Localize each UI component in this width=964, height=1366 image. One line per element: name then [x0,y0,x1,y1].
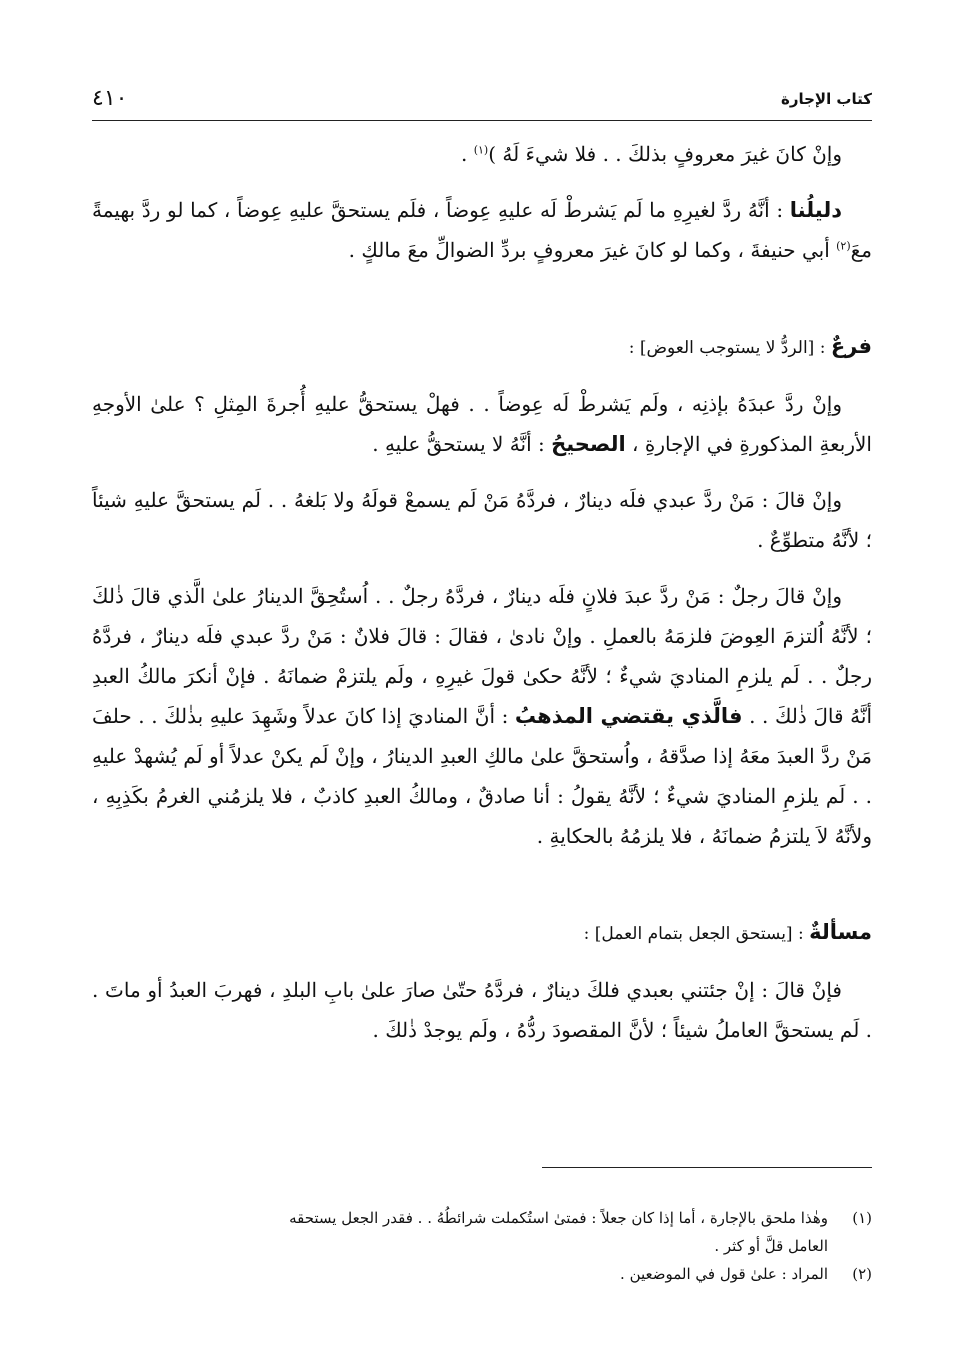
keyword-madhhab: فالَّذي يقتضي المذهبُ [514,704,743,728]
heading-label: فرعٌ [830,334,872,358]
heading-label: مسألةٌ [809,920,872,944]
footnotes [92,1204,872,1288]
heading-title: : [الردُّ لا يستوجب العوض] : [628,338,831,358]
paragraph-2: دليلُنا : أنَّهُ ردَّ لغيرِهِ ما لَم يَشرطْ لَه عليهِ عِوضاً ، فلَم يستحقَّ عليهِ عِوضاً ، كما لو ردَّ بهيمةً معَ$^{(٢)}$ أبي حنيفةَ ، وكما لو كانَ غيرَ معروفٍ بردِّ الضوالِّ معَ مالكٍ . [92,198,872,262]
keyword-sahih: الصحيحُ [551,432,626,456]
running-title: كتاب الإجارة [780,90,872,108]
footnote-2: (٢)المراد : علىٰ قول في الموضعين . [92,1260,872,1288]
keyword-daliluna: دليلُنا [789,198,842,222]
heading-title: : [يستحق الجعل بتمام العمل] : [583,924,810,944]
footnote-1: (١)وهٰذا ملحق بالإجارة ، أما إذا كان جعلاً : فمتىٰ استُكملت شرائطُهُ . . فقدر الجعل يستحقه [92,1204,872,1232]
paragraph-3: وإنْ ردَّ عبدَهُ بإذنِه ، ولَم يَشرطْ لَه عِوضاً . . فهلْ يستحقُّ عليهِ أُجرةَ المِثلِ ؟ علىٰ الأوجهِ الأربعةِ المذكورةِ في الإجارةِ ، الصحيحُ : أنَّهُ لا يستحقُّ عليهِ . [92,392,872,456]
footnote-number: (١) [852,1209,872,1227]
paragraph-4: وإنْ قالَ : مَنْ ردَّ عبدي فلَه دينارٌ ، فردَّهُ مَنْ لَم يسمعْ قولَهُ ولا بَلغهُ . . لَم يستحقَّ عليهِ شيئاً ؛ لأنَّهُ متطوِّعٌ . [92,488,872,552]
main-text [92,134,872,1050]
paragraph-5: وإنْ قالَ رجلٌ : مَنْ ردَّ عبدَ فلانٍ فلَه دينارٌ ، فردَّهُ رجلٌ . . اُستُحِقَّ الدينارُ علىٰ الَّذي قالَ ذٰلكَ ؛ لأنَّهُ اُلتزمَ العِوضَ فلزمَهُ بالعملِ . وإنْ نادىٰ ، فقالَ : قالَ فلانٌ : مَنْ ردَّ عبدي فلَه دينارٌ ، فردَّهُ رجلٌ . . لَم يلزمِ المناديَ شيءٌ ؛ لأنَّهُ حكىٰ قولَ غيرِهِ ، ولَم يلتزمْ ضمانَهُ . فإنْ أنكرَ مالكُ العبدِ أنَّهُ قالَ ذٰلكَ . . فالَّذي يقتضي المذهبُ : أنَّ المناديَ إذا كانَ عدلاً وشَهِدَ عليهِ بذٰلكَ . . حلفَ مَنْ ردَّ العبدَ معَهُ إذا صدَّقهُ ، واُستحقَّ علىٰ مالكِ العبدِ الدينارُ ، وإنْ لَم يكنْ عدلاً أو لَم يُشهدْ عليهِ . . لَم يلزمِ المناديَ شيءٌ ؛ لأنَّهُ يقولُ : أنا صادقٌ ، ومالكُ العبدِ كاذبٌ ، فلا يلزمُني الغرمُ بكَذِبِهِ ، ولأنَّهُ لاَ يلتزمُ ضمانَهُ ، فلا يلزمُهُ بالحكايةِ . [92,584,872,848]
footnote-ref-1[interactable]: (١) [473,143,489,157]
page-header [92,86,872,121]
footnote-1-continued: العامل قلَّ أو كثر . [714,1237,828,1255]
footnote-number: (٢) [852,1265,872,1283]
paragraph-1: وإنْ كانَ غيرَ معروفٍ بذلكَ . . فلا شيءَ لَهُ )$^{(١)}$ . [460,142,842,166]
footnote-divider [542,1167,872,1168]
paragraph-6: فإنْ قالَ : إنْ جئتني بعبدي فلكَ دينارٌ ، فردَّهُ حتّىٰ صارَ علىٰ بابِ البلدِ ، فهربَ العبدُ أو ماتَ . . لَم يستحقَّ العاملُ شيئاً ؛ لأنَّ المقصودَ ردُّهُ ، ولَم يوجدْ ذٰلكَ . [92,978,872,1042]
page-number: ٤١٠ [92,86,128,111]
footnote-ref-2[interactable]: (٢) [836,239,851,253]
section-heading-masala [92,912,872,954]
section-heading-far [92,326,872,368]
